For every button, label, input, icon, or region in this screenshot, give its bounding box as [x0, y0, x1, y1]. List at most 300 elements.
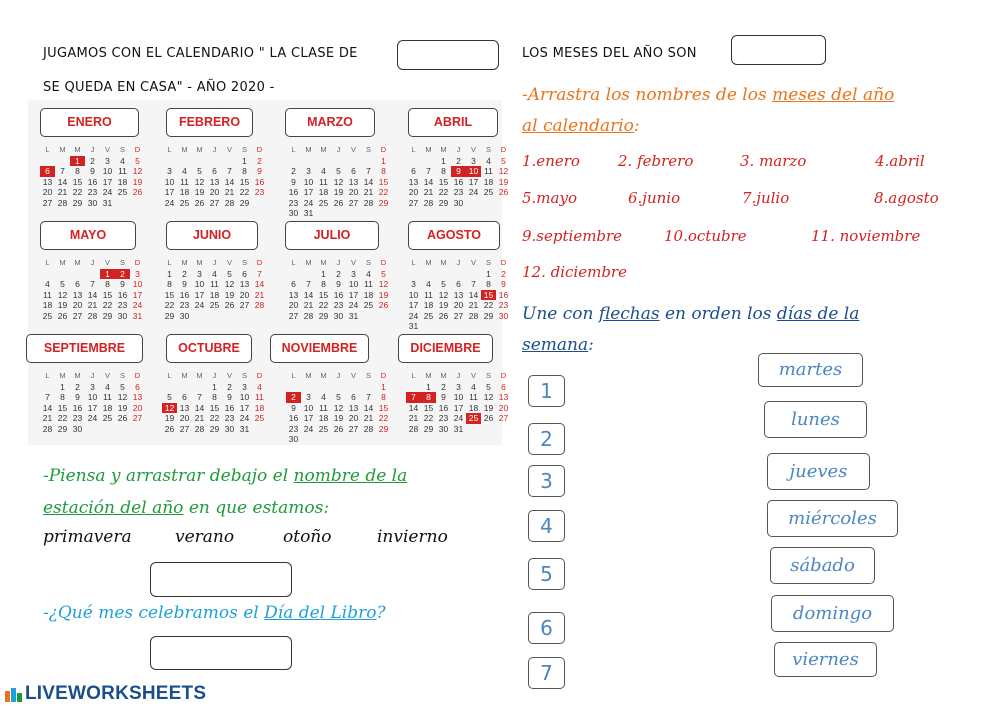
calendar-day: 14	[57, 176, 68, 187]
calendar-day: 16	[72, 402, 83, 413]
calendar-day: 9	[441, 392, 446, 402]
calendar-day: 17	[453, 402, 464, 413]
calendar-day: 18	[42, 300, 53, 310]
calendar-day: 25	[318, 423, 329, 434]
calendar-day: 7	[471, 279, 476, 289]
weekday-header: D	[134, 371, 141, 380]
calendar-day: 7	[90, 279, 95, 289]
calendar-day: 1	[426, 381, 431, 392]
month-label-noviembre[interactable]: NOVIEMBRE	[270, 334, 369, 363]
season-option-invierno[interactable]: invierno	[377, 527, 448, 547]
calendar-day: 6	[411, 166, 416, 176]
calendar-day: 27	[348, 423, 359, 434]
month-label-octubre[interactable]: OCTUBRE	[166, 334, 252, 363]
month-label-agosto[interactable]: AGOSTO	[408, 221, 500, 250]
calendar-day: 18	[483, 176, 494, 187]
book-day-input[interactable]	[150, 636, 292, 670]
month-word-11[interactable]: 11. noviembre	[811, 227, 921, 245]
calendar-grid-septiembre	[40, 371, 145, 434]
calendar-day: 19	[333, 187, 344, 197]
weekday-header: M	[305, 258, 312, 267]
month-word-2[interactable]: 2. febrero	[618, 152, 694, 170]
calendar-day: 28	[363, 197, 374, 208]
months-instruction-text-2: al calendario	[522, 116, 634, 136]
calendar-day: 23	[453, 187, 464, 197]
calendar-day: 23	[288, 423, 299, 434]
empty-day	[177, 156, 192, 167]
day-box-miercoles[interactable]: miércoles	[767, 500, 898, 537]
weekday-header: V	[226, 371, 232, 380]
calendar-day: 7	[426, 166, 431, 176]
calendar-day: 2	[182, 268, 187, 279]
calendar-day: 26	[57, 310, 68, 321]
calendar-day: 15	[318, 289, 329, 300]
calendar-day: 2	[115, 269, 130, 280]
calendar-day: 12	[498, 166, 509, 176]
calendar-day: 28	[254, 300, 265, 310]
calendar-day: 9	[120, 279, 125, 289]
calendar-day: 1	[212, 381, 217, 392]
calendar-day: 3	[471, 155, 476, 166]
calendar-day: 10	[102, 166, 113, 176]
number-box-1[interactable]: 1	[528, 375, 565, 407]
calendar-day: 23	[333, 300, 344, 310]
calendar-day: 18	[318, 413, 329, 423]
calendar-day: 21	[42, 413, 53, 423]
calendar-day: 8	[167, 279, 172, 289]
calendar-day: 19	[498, 176, 509, 187]
calendar-day: 18	[179, 187, 190, 197]
calendar-day: 15	[438, 176, 449, 187]
calendar-day: 18	[117, 176, 128, 187]
calendar-day: 3	[242, 381, 247, 392]
weekday-header: S	[485, 258, 491, 267]
calendar-day: 30	[288, 434, 299, 444]
calendar-day: 5	[135, 155, 140, 166]
empty-day	[316, 382, 331, 393]
calendar-day: 12	[333, 402, 344, 413]
calendar-day: 3	[306, 166, 311, 176]
empty-day	[301, 269, 316, 280]
calendar-grid-febrero	[162, 145, 267, 208]
empty-day	[301, 382, 316, 393]
calendar-day: 25	[423, 310, 434, 321]
calendar-day: 22	[164, 300, 175, 310]
title-line-2: SE QUEDA EN CASA" - AÑO 2020 -	[43, 80, 275, 95]
calendar-day: 29	[483, 310, 494, 321]
day-box-domingo[interactable]: domingo	[771, 595, 894, 632]
calendar-day: 11	[424, 289, 433, 300]
month-label-junio[interactable]: JUNIO	[166, 221, 258, 250]
calendar-day: 6	[351, 392, 356, 402]
weekday-header: S	[485, 371, 491, 380]
calendar-day: 10	[239, 392, 250, 402]
day-box-jueves[interactable]: jueves	[767, 453, 870, 490]
calendar-day: 31	[102, 197, 113, 208]
calendar-day: 6	[456, 279, 461, 289]
calendar-day: 6	[501, 381, 506, 392]
calendar-day: 12	[483, 392, 494, 402]
month-word-4[interactable]: 4.abril	[875, 152, 925, 170]
number-box-2[interactable]: 2	[528, 423, 565, 455]
calendar-day: 28	[87, 310, 98, 321]
calendar-day: 15	[209, 402, 220, 413]
calendar-day: 24	[348, 300, 359, 310]
weekday-header: M	[425, 258, 432, 267]
empty-day	[421, 156, 436, 167]
calendar-day: 14	[254, 279, 265, 289]
weekday-header: L	[411, 145, 416, 154]
calendar-day: 20	[209, 187, 220, 197]
calendar-day: 28	[303, 310, 314, 321]
calendar-day: 13	[132, 392, 143, 402]
calendar-day: 3	[167, 166, 172, 176]
calendar-day: 17	[468, 176, 479, 187]
month-word-5[interactable]: 5.mayo	[522, 189, 577, 207]
calendar-day: 17	[303, 187, 314, 197]
calendar-day: 29	[318, 310, 329, 321]
calendar-day: 2	[291, 166, 296, 176]
calendar-day: 11	[364, 279, 373, 289]
empty-day	[451, 269, 466, 280]
calendar-day: 5	[227, 268, 232, 279]
day-box-sabado[interactable]: sábado	[770, 547, 875, 584]
month-word-9[interactable]: 9.septiembre	[522, 227, 623, 245]
calendar-day: 14	[363, 402, 374, 413]
calendar-day: 11	[469, 392, 478, 402]
weekday-header: D	[134, 258, 141, 267]
empty-day	[286, 156, 301, 167]
calendar-day: 5	[486, 381, 491, 392]
empty-day	[331, 156, 346, 167]
calendar-day: 17	[164, 187, 175, 197]
weekdays-instruction-colon: :	[588, 335, 594, 355]
calendar-day: 12	[378, 279, 389, 289]
month-label-enero[interactable]: ENERO	[40, 108, 139, 137]
calendar-day: 1	[381, 381, 386, 392]
weekday-header: D	[380, 258, 387, 267]
weekday-header: S	[241, 145, 247, 154]
month-label-diciembre[interactable]: DICIEMBRE	[398, 334, 493, 363]
weekday-header: M	[425, 371, 432, 380]
calendar-day: 7	[45, 392, 50, 402]
empty-day	[55, 269, 70, 280]
weekday-header: S	[365, 258, 371, 267]
calendar-day: 4	[366, 268, 371, 279]
calendar-day: 7	[257, 268, 262, 279]
weekday-header: D	[380, 371, 387, 380]
calendar-day: 24	[408, 310, 419, 321]
number-box-4[interactable]: 4	[528, 510, 565, 542]
calendar-day: 16	[117, 289, 128, 300]
calendar-day: 30	[224, 423, 235, 434]
calendar-day: 25	[318, 197, 329, 208]
calendar-day: 29	[438, 197, 449, 208]
calendar-day: 16	[87, 176, 98, 187]
calendar-day: 29	[423, 423, 434, 434]
weekday-header: M	[305, 145, 312, 154]
weekday-header: V	[470, 371, 476, 380]
calendar-day: 6	[135, 381, 140, 392]
empty-day	[162, 382, 177, 393]
calendar-day: 5	[501, 155, 506, 166]
month-label-septiembre[interactable]: SEPTIEMBRE	[26, 334, 143, 363]
calendar-day: 2	[90, 155, 95, 166]
calendar-day: 15	[102, 289, 113, 300]
calendar-grid-noviembre	[286, 371, 391, 445]
empty-day	[361, 156, 376, 167]
month-label-abril[interactable]: ABRIL	[408, 108, 498, 137]
calendar-day: 30	[288, 208, 299, 218]
calendar-day: 3	[135, 268, 140, 279]
calendar-day: 18	[209, 289, 220, 300]
calendar-day: 22	[378, 187, 389, 197]
calendar-day: 9	[182, 279, 187, 289]
calendar-day: 2	[501, 268, 506, 279]
calendar-day: 1	[60, 381, 65, 392]
calendar-day: 11	[43, 289, 52, 300]
calendar-day: 8	[212, 392, 217, 402]
calendar-day: 12	[194, 176, 205, 187]
weekdays-instruction-link-3: semana	[522, 335, 589, 355]
weekday-header: M	[181, 371, 188, 380]
calendar-day: 24	[239, 413, 250, 423]
calendar-day: 23	[288, 197, 299, 208]
calendar-day: 14	[363, 176, 374, 187]
month-word-3[interactable]: 3. marzo	[740, 152, 807, 170]
calendar-day: 20	[239, 289, 250, 300]
season-instruction-text-2: en que estamos:	[188, 498, 330, 518]
weekday-header: M	[320, 371, 327, 380]
calendar-day: 26	[333, 197, 344, 208]
calendar-day: 8	[381, 166, 386, 176]
calendar-day: 6	[351, 166, 356, 176]
weekday-header: J	[90, 258, 95, 267]
calendar-day: 25	[179, 197, 190, 208]
calendar-day: 27	[72, 310, 83, 321]
calendar-day: 10	[164, 176, 175, 187]
calendar-day: 6	[75, 279, 80, 289]
weekday-header: J	[336, 145, 341, 154]
calendar-day: 26	[194, 197, 205, 208]
calendar-day: 14	[468, 289, 479, 300]
month-word-7[interactable]: 7.julio	[742, 189, 790, 207]
empty-day	[406, 382, 421, 393]
calendar-day: 16	[224, 402, 235, 413]
season-option-otono[interactable]: otoño	[283, 527, 332, 547]
calendar-day: 12	[162, 403, 177, 414]
calendar-day: 26	[483, 413, 494, 423]
empty-day	[346, 156, 361, 167]
calendar-day: 13	[239, 279, 250, 289]
calendar-day: 16	[453, 176, 464, 187]
weekday-header: L	[411, 371, 416, 380]
weekday-header: J	[456, 371, 461, 380]
book-day-question-text: -¿Qué mes celebramos el	[43, 603, 265, 623]
weekday-header: M	[440, 371, 447, 380]
calendar-day: 8	[242, 166, 247, 176]
calendar-day: 23	[87, 187, 98, 197]
weekday-header: L	[45, 371, 50, 380]
calendar-day: 27	[408, 197, 419, 208]
calendar-day: 12	[117, 392, 128, 402]
calendar-day: 24	[303, 197, 314, 208]
calendar-day: 20	[348, 413, 359, 423]
month-word-12[interactable]: 12. diciembre	[522, 263, 627, 281]
calendar-day: 8	[421, 392, 436, 403]
calendar-day: 15	[378, 176, 389, 187]
month-word-8[interactable]: 8.agosto	[874, 189, 939, 207]
calendar-day: 30	[438, 423, 449, 434]
calendar-day: 29	[378, 423, 389, 434]
weekday-header: D	[256, 371, 263, 380]
calendar-day: 2	[286, 392, 301, 403]
empty-day	[177, 382, 192, 393]
calendar-day: 12	[132, 166, 143, 176]
weekday-header: M	[440, 258, 447, 267]
empty-day	[192, 382, 207, 393]
calendar-day: 1	[70, 156, 85, 167]
calendar-grid-enero	[40, 145, 145, 208]
calendar-day: 2	[456, 155, 461, 166]
month-word-1[interactable]: 1.enero	[522, 152, 580, 170]
calendar-day: 22	[378, 413, 389, 423]
month-word-10[interactable]: 10.octubre	[664, 227, 747, 245]
calendar-day: 29	[72, 197, 83, 208]
calendar-day: 27	[498, 413, 509, 423]
calendar-day: 14	[408, 402, 419, 413]
calendar-day: 4	[45, 279, 50, 289]
weekday-header: M	[196, 145, 203, 154]
weekday-header: V	[104, 145, 110, 154]
empty-day	[286, 382, 301, 393]
calendar-day: 10	[132, 279, 143, 289]
weekday-header: L	[291, 258, 296, 267]
calendar-day: 2	[75, 381, 80, 392]
weekday-header: D	[134, 145, 141, 154]
calendar-day: 11	[255, 392, 264, 402]
calendar-day: 20	[288, 300, 299, 310]
season-option-primavera[interactable]: primavera	[43, 527, 132, 547]
calendar-day: 19	[117, 402, 128, 413]
calendar-day: 23	[72, 413, 83, 423]
class-name-input[interactable]	[397, 40, 499, 70]
number-box-3[interactable]: 3	[528, 465, 565, 497]
day-box-martes[interactable]: martes	[758, 353, 863, 387]
number-box-7[interactable]: 7	[528, 657, 565, 689]
calendar-grid-julio	[286, 258, 391, 321]
calendar-day: 14	[224, 176, 235, 187]
season-option-verano[interactable]: verano	[175, 527, 235, 547]
calendar-day: 13	[498, 392, 509, 402]
day-box-viernes[interactable]: viernes	[774, 642, 877, 677]
calendar-day: 30	[333, 310, 344, 321]
weekday-header: M	[74, 145, 81, 154]
number-box-5[interactable]: 5	[528, 558, 565, 590]
calendar-day: 19	[57, 300, 68, 310]
calendar-day: 25	[117, 187, 128, 197]
calendar-day: 1	[321, 268, 326, 279]
weekday-header: S	[485, 145, 491, 154]
calendar-day: 28	[363, 423, 374, 434]
month-label-marzo[interactable]: MARZO	[285, 108, 375, 137]
weekday-header: D	[500, 258, 507, 267]
calendar-day: 12	[438, 289, 449, 300]
weekday-header: L	[167, 371, 172, 380]
calendar-grid-mayo	[40, 258, 145, 321]
month-label-mayo[interactable]: MAYO	[40, 221, 136, 250]
calendar-day: 28	[194, 423, 205, 434]
number-box-6[interactable]: 6	[528, 612, 565, 644]
calendar-day: 17	[303, 413, 314, 423]
calendar-day: 9	[227, 392, 232, 402]
calendar-day: 30	[72, 423, 83, 434]
month-word-6[interactable]: 6.junio	[628, 189, 681, 207]
calendar-day: 13	[42, 176, 53, 187]
calendar-day: 7	[406, 392, 421, 403]
calendar-day: 13	[348, 402, 359, 413]
calendar-day: 13	[72, 289, 83, 300]
calendar-day: 21	[363, 187, 374, 197]
weekday-header: J	[90, 371, 95, 380]
weekday-header: V	[226, 145, 232, 154]
calendar-day: 22	[438, 187, 449, 197]
weekdays-instruction	[522, 299, 972, 361]
calendar-day: 14	[194, 402, 205, 413]
month-label-febrero[interactable]: FEBRERO	[166, 108, 253, 137]
empty-day	[346, 382, 361, 393]
weekday-header: D	[256, 258, 263, 267]
calendar-day: 1	[242, 155, 247, 166]
calendar-day: 4	[182, 166, 187, 176]
calendar-day: 23	[117, 300, 128, 310]
calendar-day: 7	[366, 392, 371, 402]
calendar-day: 4	[321, 166, 326, 176]
calendar-day: 15	[164, 289, 175, 300]
weekday-header: M	[74, 258, 81, 267]
calendar-day: 19	[483, 402, 494, 413]
day-box-lunes[interactable]: lunes	[764, 401, 867, 438]
season-drop-box[interactable]	[150, 562, 292, 597]
calendar-day: 21	[363, 413, 374, 423]
calendar-day: 27	[348, 197, 359, 208]
calendar-day: 27	[179, 423, 190, 434]
calendar-day: 31	[408, 321, 419, 331]
calendar-day: 3	[90, 381, 95, 392]
weekday-header: J	[456, 258, 461, 267]
calendar-grid-marzo	[286, 145, 391, 219]
calendar-day: 16	[498, 289, 509, 300]
weekday-header: J	[336, 258, 341, 267]
calendar-day: 21	[408, 413, 419, 423]
weekday-header: L	[167, 258, 172, 267]
empty-day	[222, 156, 237, 167]
weekday-header: M	[59, 258, 66, 267]
calendar-day: 30	[498, 310, 509, 321]
calendar-day: 5	[336, 392, 341, 402]
calendar-day: 22	[102, 300, 113, 310]
weekdays-instruction-text: Une con	[522, 304, 599, 324]
calendar-day: 19	[194, 187, 205, 197]
calendar-day: 24	[468, 187, 479, 197]
weekday-header: M	[59, 145, 66, 154]
empty-day	[40, 382, 55, 393]
calendar-grid-diciembre	[406, 371, 511, 434]
months-count-input[interactable]	[731, 35, 826, 65]
weekday-header: M	[181, 258, 188, 267]
month-label-julio[interactable]: JULIO	[285, 221, 379, 250]
calendar-day: 17	[194, 289, 205, 300]
